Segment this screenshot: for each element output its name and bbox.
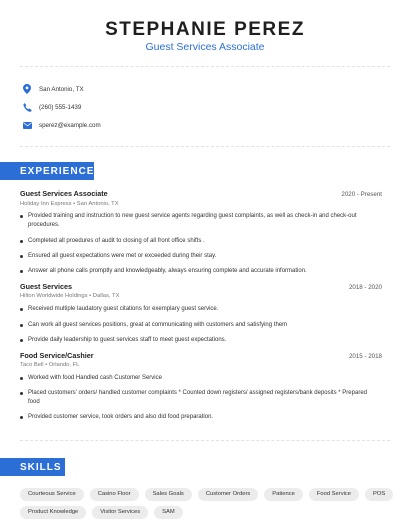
skill-chip: Courteous Service xyxy=(20,488,84,501)
job-dates: 2018 - 2020 xyxy=(348,284,382,291)
email-icon xyxy=(22,120,32,130)
skill-chip: POS xyxy=(365,488,393,501)
phone-text: (260) 555-1439 xyxy=(39,103,82,111)
job-dates: 2015 - 2018 xyxy=(348,353,382,360)
skill-chip: Visitor Services xyxy=(92,506,148,519)
divider xyxy=(20,66,390,67)
location-text: San Antonio, TX xyxy=(39,85,84,93)
candidate-name: STEPHANIE PEREZ xyxy=(105,19,305,40)
job-bullet: Completed all proedures of audit to closing of all front office shifts . xyxy=(20,237,370,246)
job-company: Hilton Worldwide Holdings • Dallas, TX xyxy=(20,293,120,299)
divider xyxy=(20,146,390,147)
job-bullet: Received multiple laudatory guest citations for exemplary guest service. xyxy=(20,305,370,314)
job-bullet: Provided customer service, took orders and also did food preparation. xyxy=(20,413,370,422)
skill-chip: SAM xyxy=(154,506,183,519)
contact-phone xyxy=(22,100,81,114)
divider xyxy=(20,440,390,441)
skill-chip: Food Service xyxy=(309,488,359,501)
email-text: sperez@example.com xyxy=(39,121,101,129)
skill-chip: Casino Floor xyxy=(90,488,139,501)
location-pin-icon xyxy=(22,84,32,94)
job-company: Taco Bell • Orlando, FL xyxy=(20,362,80,368)
job-title: Guest Services Associate xyxy=(20,189,108,198)
contact-email xyxy=(22,118,101,132)
job-bullet: Ensured all guest expectations were met or exceeded during their stay. xyxy=(20,252,370,261)
job-bullet: Provide daily leadership to guest services staff to meet guest expectations. xyxy=(20,336,370,345)
job-dates: 2020 - Present xyxy=(341,191,382,198)
job-title: Food Service/Cashier xyxy=(20,351,94,360)
job-bullet: Can work all guest services positions, great at communicating with customers and satisfying them xyxy=(20,321,370,330)
job-bullet: Worked with food Handled cash Customer Service xyxy=(20,374,370,383)
phone-icon xyxy=(22,102,32,112)
skills-list xyxy=(20,488,405,519)
skill-chip: Patience xyxy=(264,488,303,501)
job-company: Holiday Inn Express • San Antonio, TX xyxy=(20,201,119,207)
skill-chip: Product Knowledge xyxy=(20,506,86,519)
job-bullet: Provided training and instruction to new guest service agents regarding guest complaints, as well as check-in and check-out procedures. xyxy=(20,212,370,230)
skill-chip: Sales Goals xyxy=(145,488,192,501)
job-bullet: Answer all phone calls promptly and knowledgeably, always ensuring complete and accurate information. xyxy=(20,267,370,276)
contact-location xyxy=(22,82,84,96)
experience-heading: EXPERIENCE xyxy=(0,162,94,180)
candidate-title: Guest Services Associate xyxy=(145,41,265,53)
job-title: Guest Services xyxy=(20,282,72,291)
skills-heading: SKILLS xyxy=(0,458,65,476)
skill-chip: Customer Orders xyxy=(198,488,258,501)
job-bullet: Placed customers' orders/ handled customer complaints * Counted down registers/ assigned registers/bank deposits * Prepared food xyxy=(20,389,370,407)
